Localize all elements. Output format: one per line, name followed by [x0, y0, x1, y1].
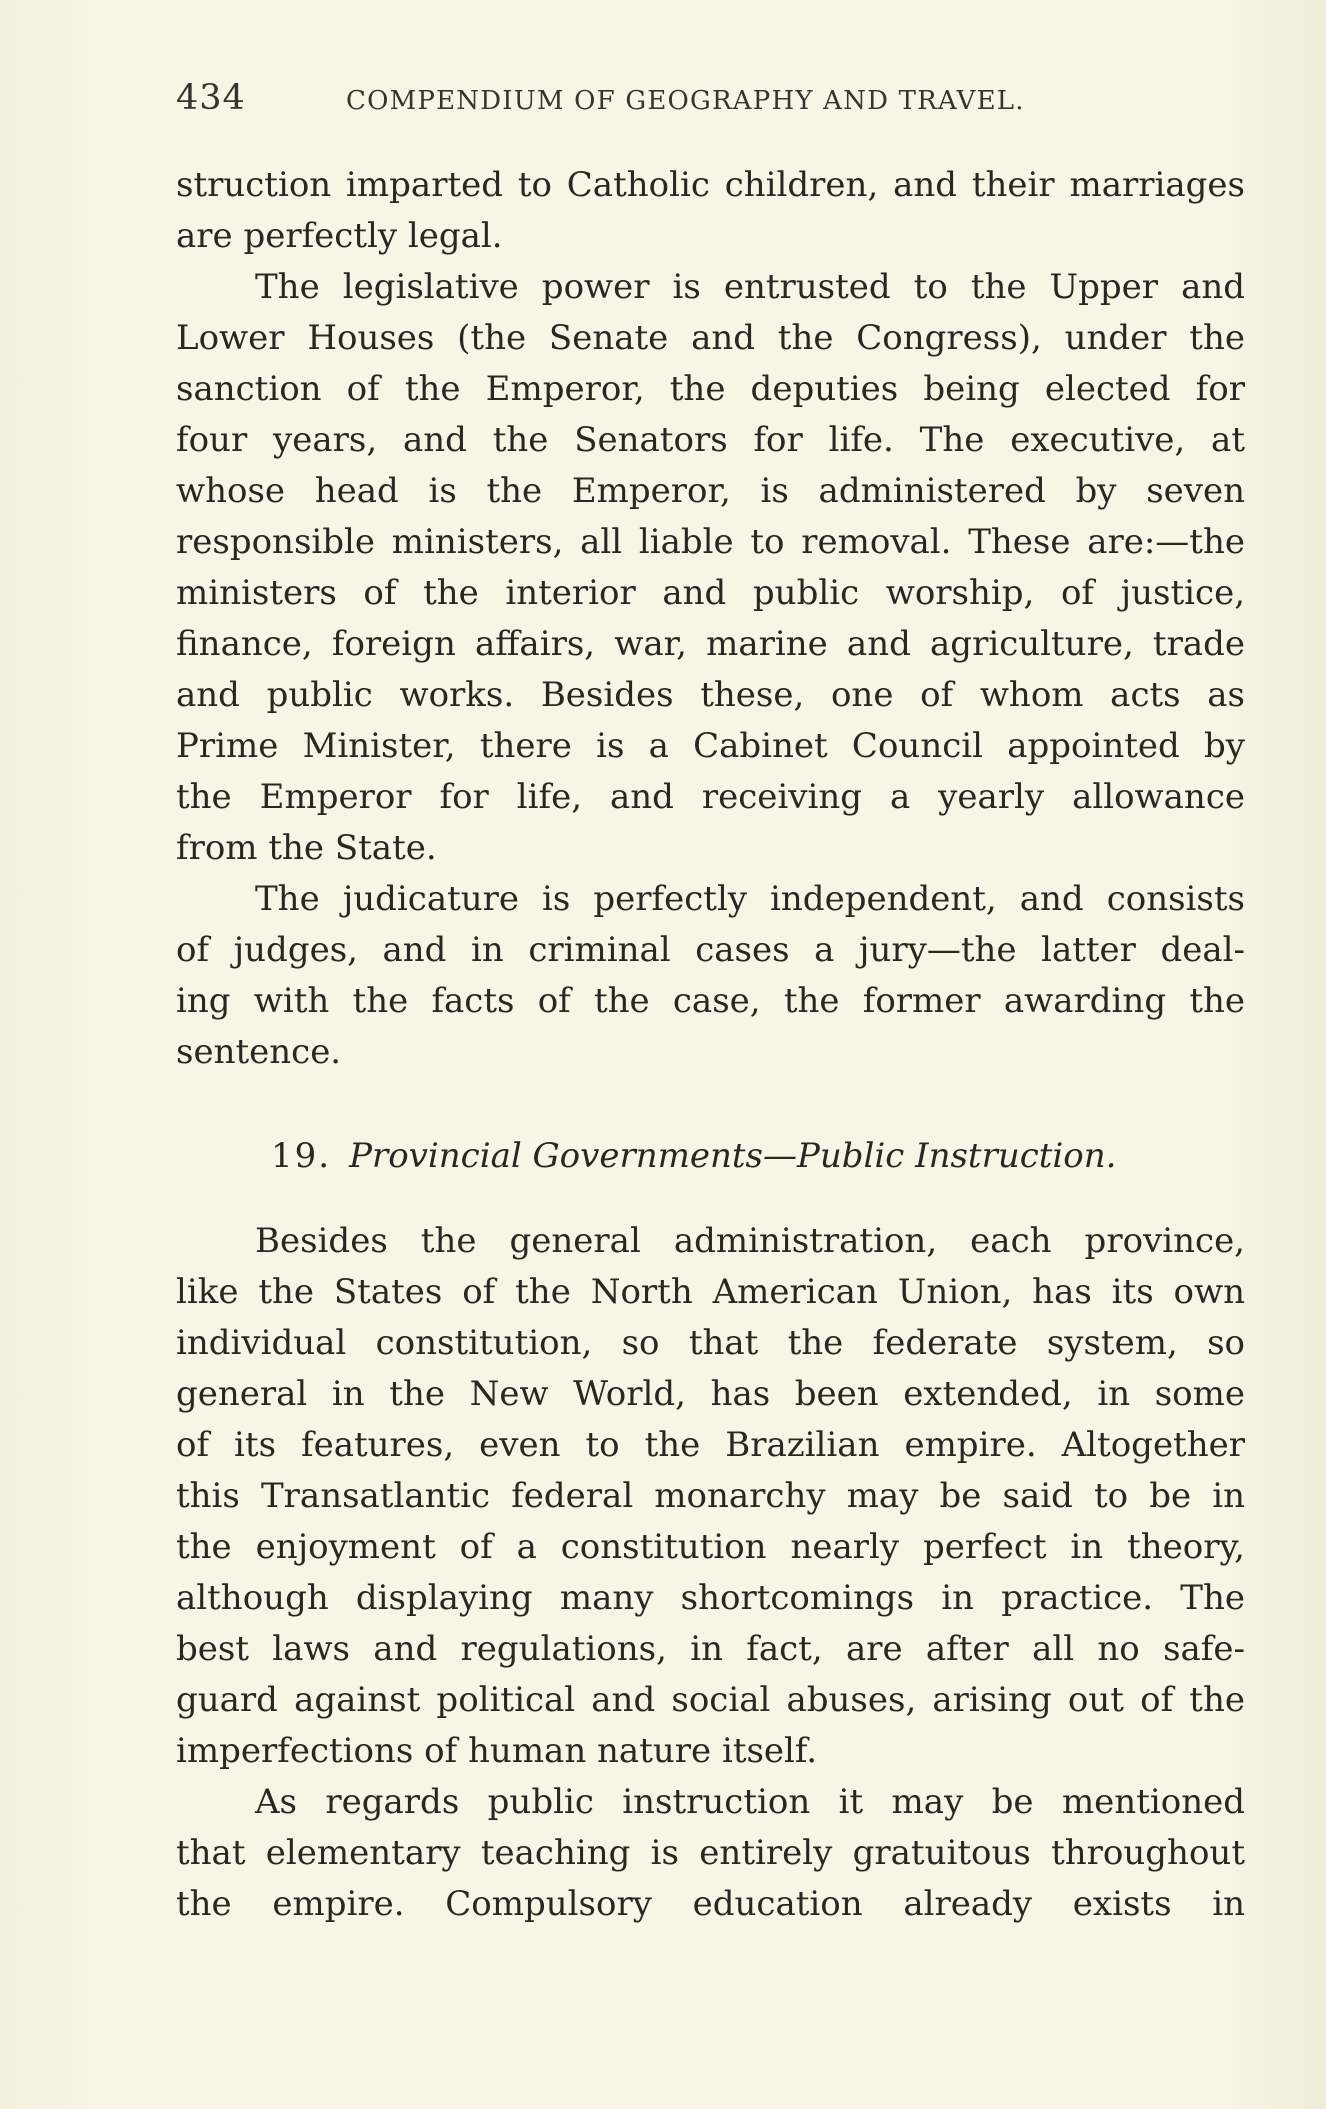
paragraph-legislative-power — [176, 262, 1245, 874]
text-line: guard against political and social abuses, arising out of the — [176, 1680, 1245, 1720]
text-line: this Transatlantic federal monarchy may be said to be in — [176, 1476, 1245, 1516]
text-line: general in the New World, has been extended, in some — [176, 1374, 1245, 1414]
text-line: the empire. Compulsory education already exists in — [176, 1884, 1245, 1924]
text-line: ing with the facts of the case, the former awarding the — [176, 981, 1245, 1021]
text-line: are perfectly legal. — [176, 216, 503, 256]
section-number: 19. — [271, 1136, 332, 1176]
text-line: sanction of the Emperor, the deputies being elected for — [176, 369, 1245, 409]
text-line: the enjoyment of a constitution nearly perfect in theory, — [176, 1527, 1245, 1567]
paragraph-public-instruction — [176, 1777, 1245, 1930]
paragraph-continuation — [176, 160, 1245, 262]
text-line: Prime Minister, there is a Cabinet Council appointed by — [176, 726, 1245, 766]
text-line: from the State. — [176, 828, 437, 868]
text-line: and public works. Besides these, one of whom acts as — [176, 675, 1245, 715]
section-title: Provincial Governments—Public Instruction. — [349, 1136, 1117, 1176]
page-header — [176, 78, 1246, 130]
text-line: struction imparted to Catholic children, and their marriages — [176, 165, 1245, 205]
page-number: 434 — [176, 78, 246, 118]
text-line: of judges, and in criminal cases a jury—the latter deal- — [176, 930, 1245, 970]
text-line: the Emperor for life, and receiving a yearly allowance — [176, 777, 1245, 817]
text-line: The judicature is perfectly independent, and consists — [255, 879, 1245, 919]
text-line: finance, foreign affairs, war, marine and agriculture, trade — [176, 624, 1245, 664]
text-line: responsible ministers, all liable to removal. These are:—the — [176, 522, 1245, 562]
text-line: that elementary teaching is entirely gratuitous throughout — [176, 1833, 1245, 1873]
text-line: The legislative power is entrusted to the Upper and — [255, 267, 1245, 307]
text-line: like the States of the North American Union, has its own — [176, 1272, 1245, 1312]
text-line: although displaying many shortcomings in practice. The — [176, 1578, 1245, 1618]
text-line: whose head is the Emperor, is administered by seven — [176, 471, 1245, 511]
text-line: of its features, even to the Brazilian empire. Altogether — [176, 1425, 1245, 1465]
text-line: ministers of the interior and public worship, of justice, — [176, 573, 1245, 613]
paragraph-provincial-constitution — [176, 1216, 1245, 1777]
text-line: As regards public instruction it may be mentioned — [255, 1782, 1245, 1822]
text-line: best laws and regulations, in fact, are after all no safe- — [176, 1629, 1245, 1669]
text-line: individual constitution, so that the federate system, so — [176, 1323, 1245, 1363]
running-title: COMPENDIUM OF GEOGRAPHY AND TRAVEL. — [346, 86, 1025, 116]
text-line: imperfections of human nature itself. — [176, 1731, 818, 1771]
text-line: sentence. — [176, 1032, 342, 1072]
text-line: four years, and the Senators for life. The executive, at — [176, 420, 1245, 460]
body-text — [176, 160, 1245, 1930]
text-line: Besides the general administration, each province, — [255, 1221, 1245, 1261]
paragraph-judicature — [176, 874, 1245, 1078]
text-line: Lower Houses (the Senate and the Congress), under the — [176, 318, 1245, 358]
section-heading — [176, 1130, 1245, 1182]
